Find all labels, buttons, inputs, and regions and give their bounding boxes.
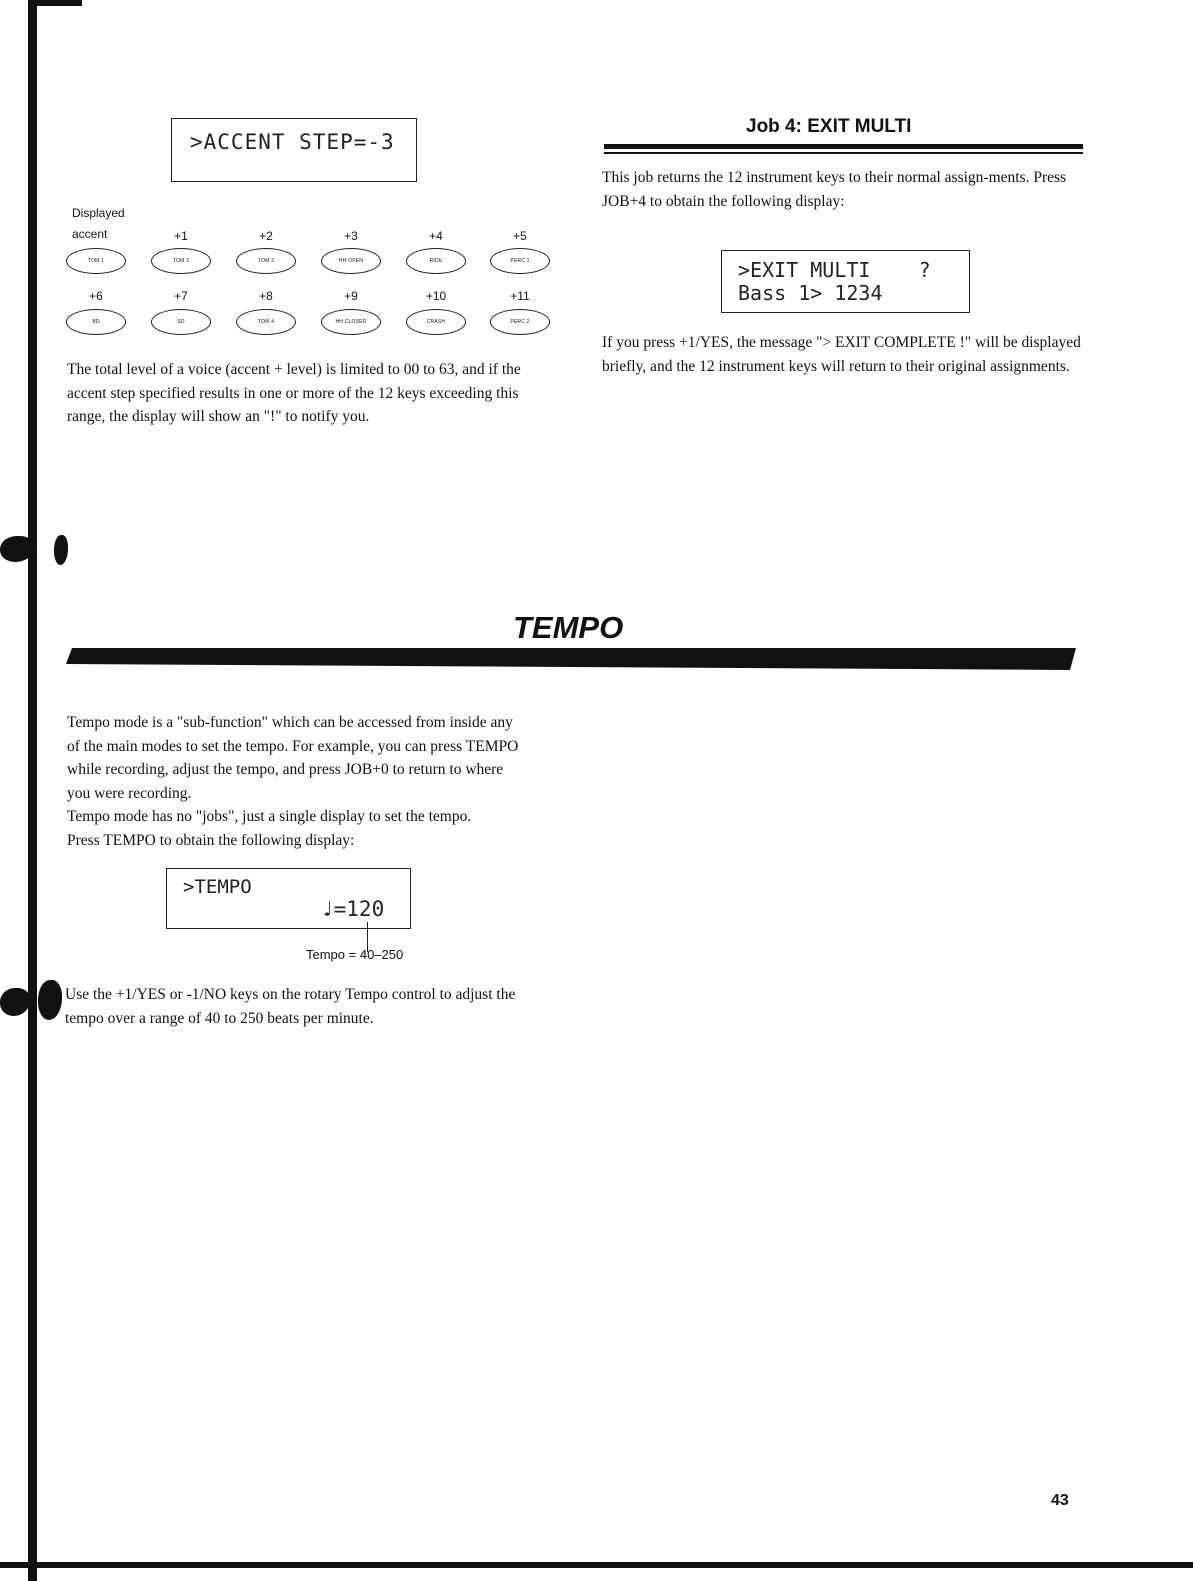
tempo-intro-para3: Press TEMPO to obtain the following display:: [67, 831, 355, 849]
instrument-key-pad: [151, 309, 211, 335]
tempo-instructions: [65, 983, 533, 1030]
instrument-key-label: TOM 4: [257, 319, 275, 325]
keypad-offset-label: +4: [429, 229, 443, 243]
binding-edge: [28, 0, 37, 1581]
keypad-offset-label: +1: [174, 229, 188, 243]
instrument-key-label: BD: [92, 319, 100, 325]
instrument-key-pad: [321, 309, 381, 335]
accent-paragraph-text: The total level of a voice (accent + level) is limited to 00 to 63, and if the accent step specified results in one or more of the 12 keys exceeding this range, the display will show an "!" to notify you.: [67, 361, 521, 425]
keypad-offset-label: +5: [513, 229, 527, 243]
exit-multi-line2: Bass 1> 1234: [738, 281, 883, 305]
tempo-callout-label: Tempo = 40–250: [306, 947, 404, 962]
keypad-offset-label: +2: [259, 229, 273, 243]
keypad-offset-label: +10: [425, 289, 447, 303]
tempo-intro-para2: Tempo mode has no "jobs", just a single display to set the tempo.: [67, 808, 472, 825]
instrument-key-label: CRASH: [426, 319, 446, 325]
instrument-key-label: SD: [177, 319, 185, 325]
instrument-key-pad: [490, 248, 550, 274]
tempo-display-line2: ♩=120: [321, 897, 385, 921]
instrument-key-pad: [151, 248, 211, 274]
exit-multi-display: [721, 250, 970, 313]
instrument-key-label: RIDE: [429, 258, 443, 264]
scan-blot: [0, 988, 30, 1016]
instrument-key-pad: [236, 248, 296, 274]
job4-rule-thin: [604, 152, 1083, 154]
tempo-intro: [67, 711, 529, 852]
accent-step-display: [171, 118, 417, 182]
job4-intro: [602, 166, 1084, 213]
keypad-offset-label: +3: [344, 229, 358, 243]
keypad-offset-label: +8: [259, 289, 273, 303]
page-number: 43: [1051, 1492, 1069, 1509]
instrument-key-label: PERC 2: [510, 319, 530, 325]
instrument-key-pad: [406, 248, 466, 274]
instrument-key-pad: [66, 309, 126, 335]
instrument-key-label: TOM 1: [87, 258, 105, 264]
scan-blot: [54, 535, 68, 565]
job4-result-text: If you press +1/YES, the message "> EXIT COMPLETE !" will be displayed briefly, and the 12 instrument keys will return to their original assignments.: [602, 334, 1081, 375]
keypad-offset-label: +7: [174, 289, 188, 303]
tempo-display-line1: >TEMPO: [183, 876, 252, 898]
job4-rule-thick: [604, 144, 1083, 149]
accent-step-text: >ACCENT STEP=-3: [190, 130, 395, 154]
instrument-key-pad: [66, 248, 126, 274]
keypad-caption-displayed: Displayed: [72, 206, 125, 220]
job4-intro-line2: JOB+4 to obtain the following display:: [602, 192, 845, 210]
instrument-key-label: HH OPEN: [338, 258, 364, 264]
accent-paragraph: [67, 358, 533, 429]
instrument-key-pad: [236, 309, 296, 335]
job4-heading: Job 4: EXIT MULTI: [746, 116, 912, 137]
page-bottom-edge: [0, 1562, 1193, 1568]
instrument-key-label: TOM 2: [172, 258, 190, 264]
keypad-caption-accent: accent: [72, 227, 108, 241]
instrument-key-label: TOM 3: [257, 258, 275, 264]
job4-intro-line1: This job returns the 12 instrument keys to their normal assign-ments. Press: [602, 169, 1067, 186]
keypad-offset-label: +6: [89, 289, 103, 303]
binding-edge-top: [28, 0, 82, 6]
scan-blot: [38, 980, 62, 1020]
exit-multi-line1: >EXIT MULTI ?: [738, 258, 931, 282]
keypad-offset-label: +9: [344, 289, 358, 303]
instrument-key-label: PERC 1: [510, 258, 530, 264]
instrument-key-label: HH CLOSED: [335, 319, 367, 325]
tempo-instructions-text: Use the +1/YES or -1/NO keys on the rotary Tempo control to adjust the tempo over a range of 40 to 250 beats per minute.: [65, 986, 516, 1027]
instrument-key-pad: [406, 309, 466, 335]
job4-result: [602, 331, 1086, 378]
tempo-intro-para1: Tempo mode is a "sub-function" which can be accessed from inside any of the main modes to set the tempo. For example, you can press TEMPO while recording, adjust the tempo, and press JOB+0 to return to where you were recording.: [67, 714, 519, 802]
tempo-display: [166, 868, 411, 929]
instrument-key-pad: [321, 248, 381, 274]
tempo-heading-rule: [66, 648, 1076, 674]
instrument-key-pad: [490, 309, 550, 335]
keypad-offset-label: +11: [510, 289, 530, 303]
tempo-heading: TEMPO: [513, 610, 624, 645]
